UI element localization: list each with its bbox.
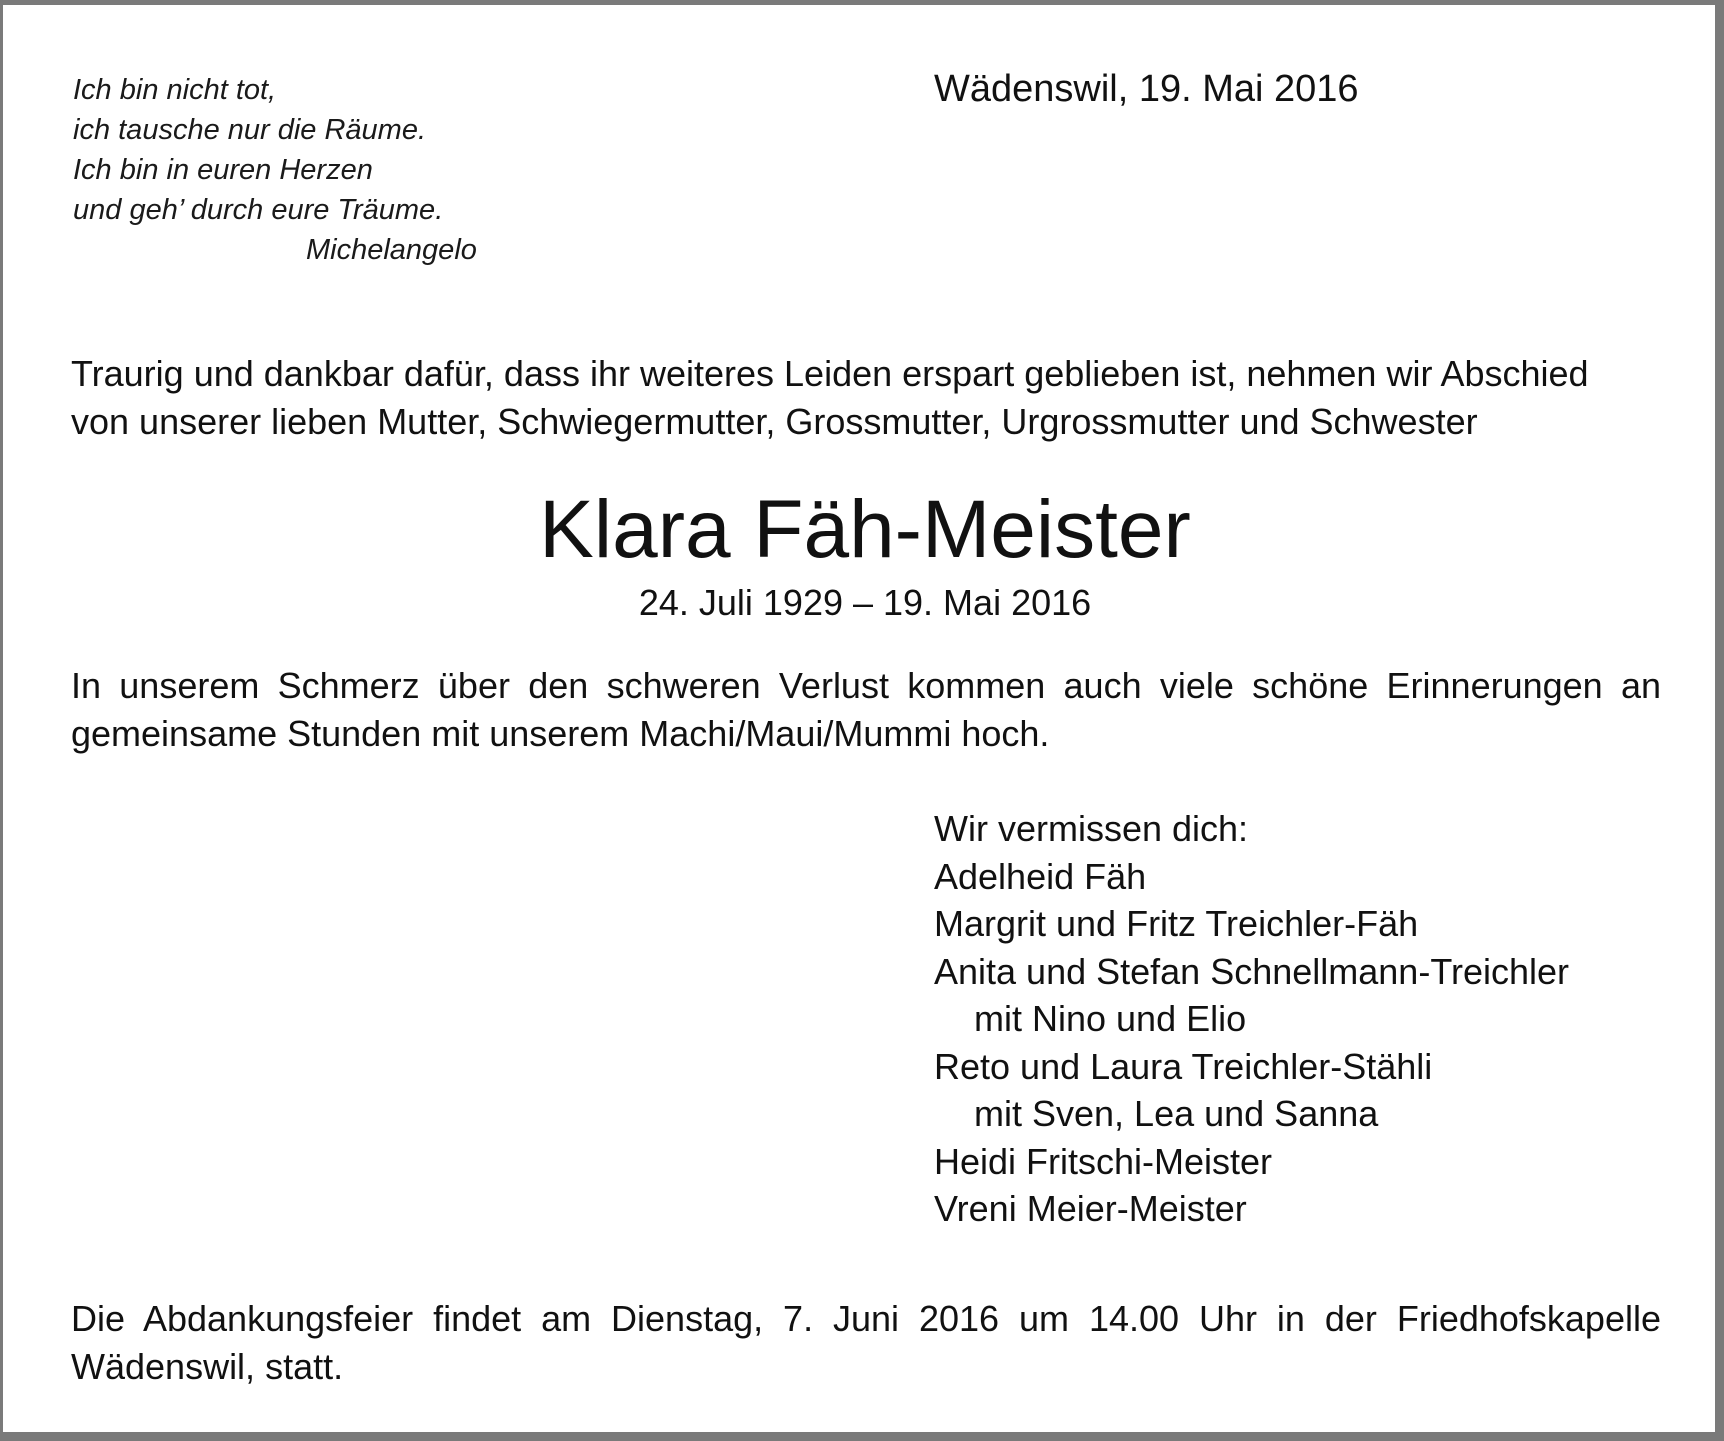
poem-line: Ich bin nicht tot, (73, 74, 277, 106)
life-dates: 24. Juli 1929 – 19. Mai 2016 (638, 582, 1092, 623)
mourner-entry: Reto und Laura Treichler-Stähli (934, 1045, 1433, 1087)
deceased-name: Klara Fäh-Meister (539, 484, 1191, 575)
place-and-date: Wädenswil, 19. Mai 2016 (934, 68, 1359, 110)
mourner-entry: Adelheid Fäh (934, 855, 1147, 897)
intro-text (71, 350, 1661, 446)
intro-line: von unserer lieben Mutter, Schwiegermutter, Grossmutter, Urgrossmutter und Schwester (71, 401, 1478, 442)
poem-quote (73, 70, 523, 270)
mourner-entry: mit Nino und Elio (974, 998, 1247, 1039)
mourner-entry: Anita und Stefan Schnellmann-Treichler (934, 950, 1570, 992)
poem-line: und geh’ durch eure Träume. (73, 194, 444, 226)
mourner-entry: Heidi Fritschi-Meister (934, 1140, 1273, 1182)
poem-line: Ich bin in euren Herzen (73, 154, 373, 186)
memories-text: In unserem Schmerz über den schweren Verlust kommen auch viele schöne Erinnerungen an gemeinsame Stunden mit unserem Machi/Maui/Mummi hoch. (71, 665, 1661, 754)
poem-author: Michelangelo (306, 234, 477, 266)
poem-line: ich tausche nur die Räume. (73, 114, 427, 146)
mourner-entry: Margrit und Fritz Treichler-Fäh (934, 903, 1419, 944)
intro-line: Traurig und dankbar dafür, dass ihr weiteres Leiden erspart geblieben ist, nehmen wir Abschied (71, 353, 1589, 394)
mourner-entry: mit Sven, Lea und Sanna (974, 1093, 1379, 1134)
service-announcement: Die Abdankungsfeier findet am Dienstag, 7. Juni 2016 um 14.00 Uhr in der Friedhofskapelle Wädenswil, statt. (71, 1298, 1661, 1387)
mourners-list (934, 805, 1654, 1233)
mourner-entry: Vreni Meier-Meister (934, 1188, 1247, 1229)
mourners-heading: Wir vermissen dich: (934, 808, 1249, 849)
